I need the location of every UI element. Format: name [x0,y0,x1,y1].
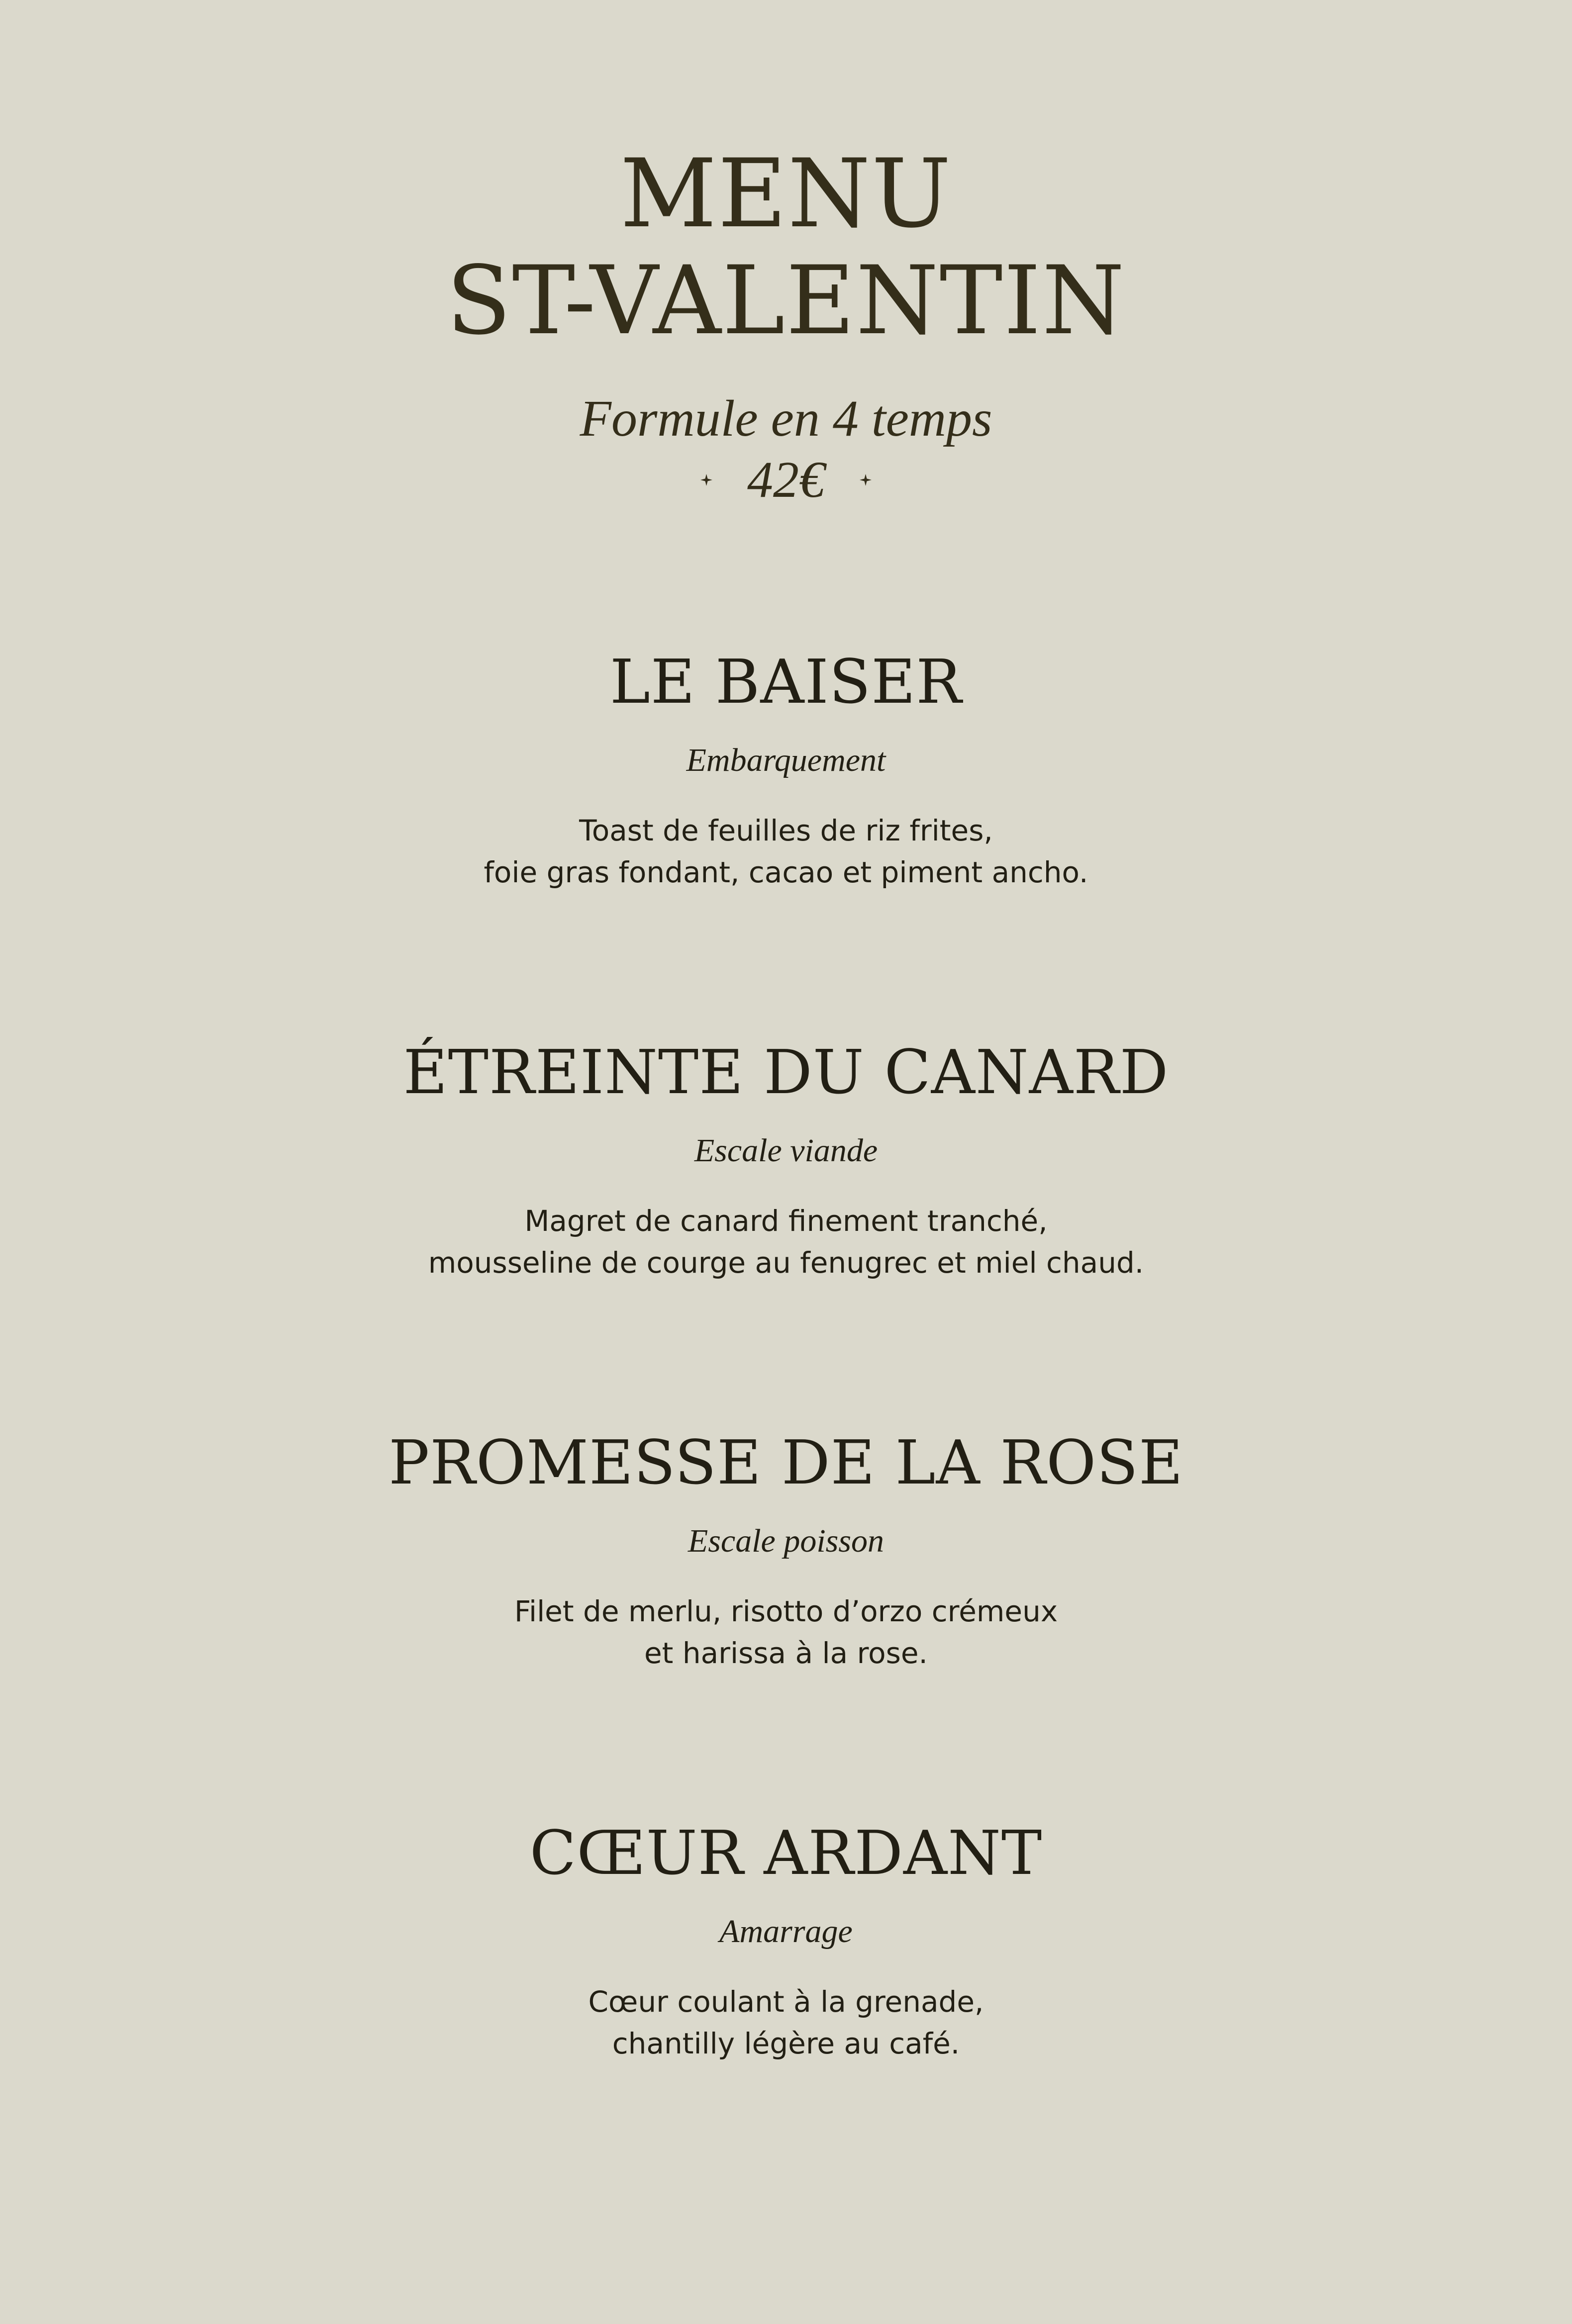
course-description-line: et harissa à la rose. [644,1636,928,1670]
menu-title-line-1: MENU [620,139,952,249]
course-category: Escale poisson [688,1523,884,1559]
course-description-line: foie gras fondant, cacao et piment ancho. [484,855,1088,889]
course-description [0,810,1572,893]
course-description [0,1981,1572,2064]
star-icon [860,474,872,486]
course-item [0,1037,1572,1284]
course-item [0,1818,1572,2064]
course-item [0,647,1572,893]
course-description-line: Filet de merlu, risotto d’orzo crémeux [514,1594,1058,1628]
course-name: LE BAISER [609,647,963,717]
course-name: PROMESSE DE LA ROSE [389,1427,1183,1498]
course-description-line: mousseline de courge au fenugrec et miel chaud. [428,1246,1144,1280]
menu-price: 42€ [747,451,825,508]
star-icon [700,474,712,486]
menu-title-line-2: ST-VALENTIN [446,246,1126,356]
course-name: ÉTREINTE DU CANARD [403,1037,1169,1108]
course-description [0,1200,1572,1284]
course-description-line: Magret de canard finement tranché, [524,1204,1048,1238]
course-description-line: Toast de feuilles de riz frites, [579,814,993,847]
price-row [0,453,1572,507]
course-category: Embarquement [686,742,886,778]
course-name: CŒUR ARDANT [529,1818,1043,1888]
course-description-line: chantilly légère au café. [612,2027,960,2060]
course-description-line: Cœur coulant à la grenade, [588,1985,984,2019]
course-item [0,1427,1572,1674]
course-category: Escale viande [694,1132,878,1169]
menu-subtitle: Formule en 4 temps [580,390,992,447]
course-category: Amarrage [719,1913,853,1950]
course-description [0,1590,1572,1674]
